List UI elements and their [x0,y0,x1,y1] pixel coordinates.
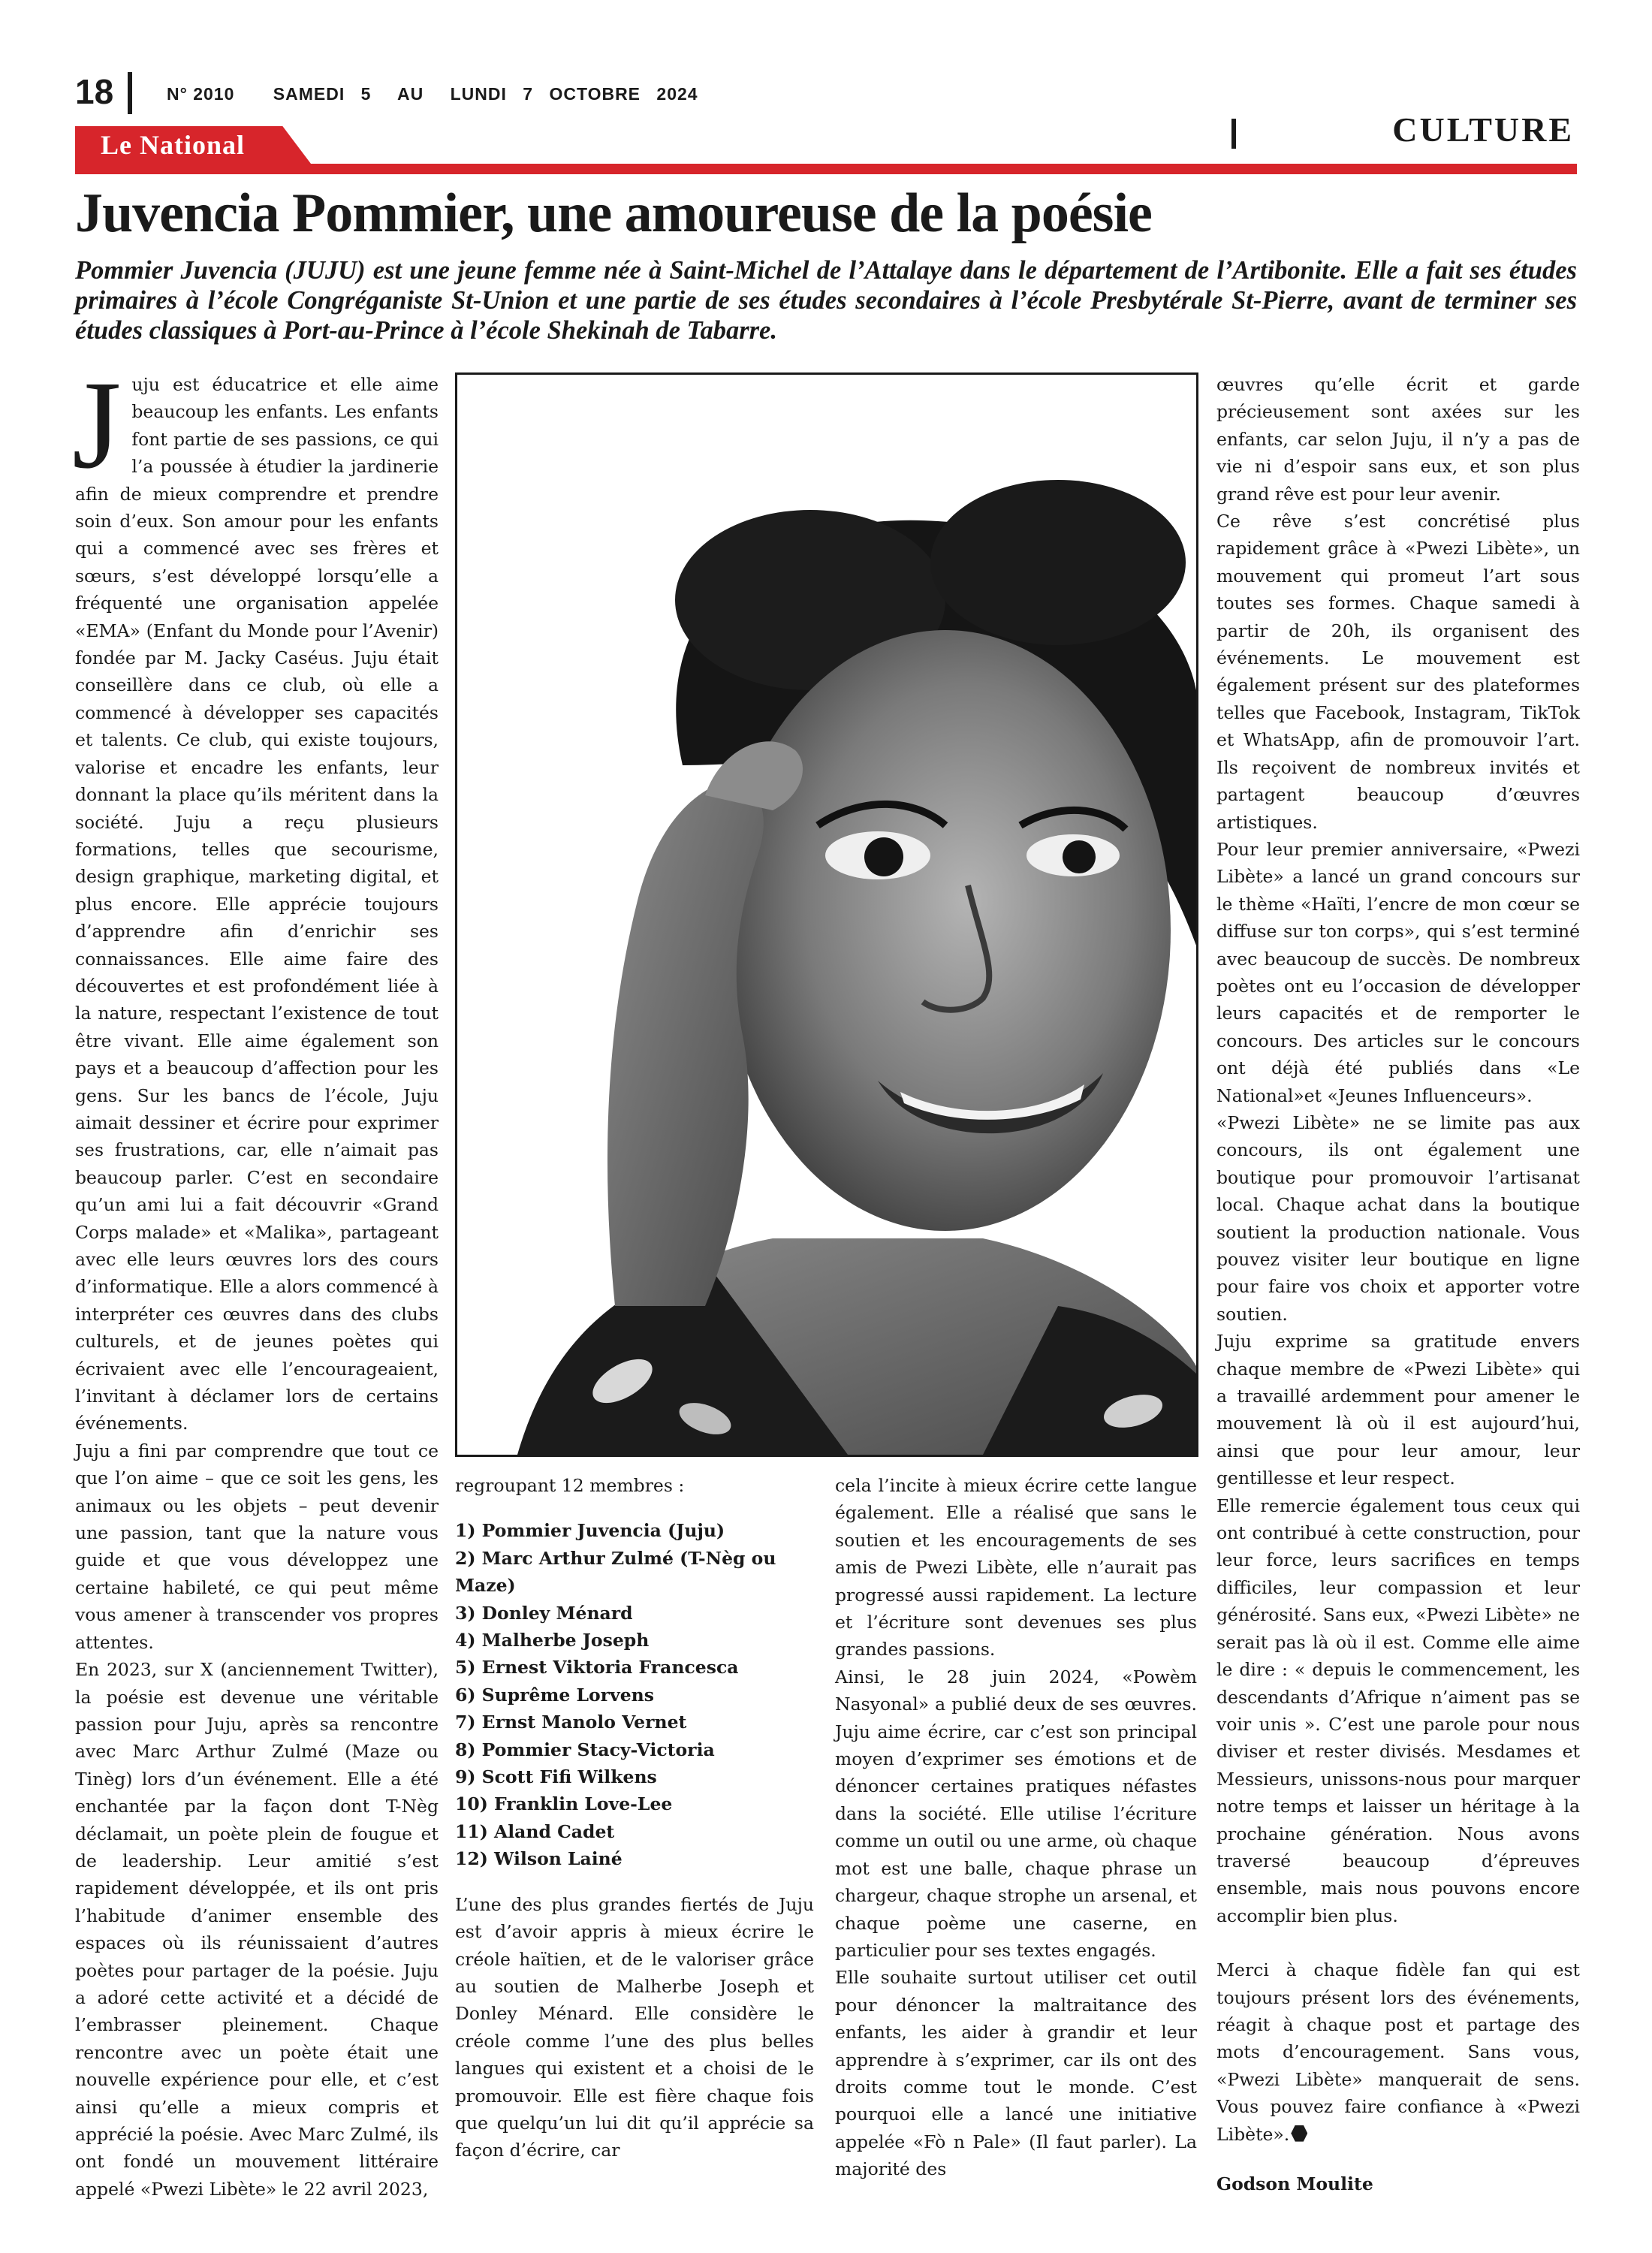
paragraph [72,355,439,1437]
paragraph: En 2023, sur X (anciennement Twitter), la poésie est devenue une véritable passion pour Juju, après sa rencontre avec Marc Arthur Zulmé (Maze ou Tinèg) lors d’un événement. Elle a été enchantée par la façon dont T-Nèg déclamait, un poète plein de fougue et de leadership. Leur amitié s’est rapidement développée, et ils ont pris l’habitude d’animer ensemble des espaces où ils réunissaient d’autres poètes pour partager de la poésie. Juju a adoré cette activité et a décidé de l’embrasser pleinement. Chaque rencontre avec un poète était une nouvelle expérience pour elle, et c’est ainsi qu’elle a mieux compris et apprécié la poésie. Avec Marc Zulmé, ils ont fondé un mouvement littéraire appelé «Pwezi Libète» le 22 avril 2023, [75,1659,439,2200]
date-connector: AU [396,84,424,104]
member-list [455,1517,814,1872]
paragraph: L’une des plus grandes fiertés de Juju est d’avoir appris à mieux écrire le créole haïtien, et de le valoriser grâce au soutien de Malherbe Joseph et Donley Ménard. Elle considère le créole comme l’une des plus belles langues qui existent et a choisi de le promouvoir. Elle est fière chaque fois que quelqu’un lui dit qu’il apprécie sa façon d’écrire, car [455,1893,814,2161]
paragraph: Elle souhaite surtout utiliser cet outil pour dénoncer la maltraitance des enfants, les aider à grandir et leur apprendre à s’exprimer, car ils ont des droits comme tout le monde. C’est pourquoi elle a lancé une initiative appelée «Fò n Pale» (Il faut parler). La majorité des [835,1967,1197,2180]
paragraph: Ainsi, le 28 juin 2024, «Powèm Nasyonal» a publié deux de ses œuvres. Juju aime écrire, car c’est son principal moyen d’exprimer ses émotions et de dénoncer certaines pratiques néfastes dans la société. Elle utilise l’écriture comme un outil ou une arme, où chaque mot est une balle, chaque phrase un chargeur, chaque strophe un arsenal, et chaque poème une caserne, en particulier pour ses textes engagés. [835,1666,1197,1961]
member-item: 5) Ernest Viktoria Francesca [455,1657,739,1678]
member-item: 7) Ernst Manolo Vernet [455,1712,687,1733]
date-weekday-end: LUNDI [450,84,507,104]
portrait-photo [455,372,1198,1457]
article-column-3 [835,1472,1197,2183]
article-column-2 [455,1472,814,2164]
member-item: 11) Aland Cadet [455,1820,615,1842]
article-lede: Pommier Juvencia (JUJU) est une jeune femme née à Saint-Michel de l’Attalaye dans le département de l’Artibonite. Elle a fait ses études primaires à l’école Congréganiste St-Union et une partie de ses études secondaires à l’école Presbytérale St-Pierre, avant de terminer ses études classiques à Port-au-Prince à l’école Shekinah de Tabarre. [75,256,1577,345]
paragraph: Juju a fini par comprendre que tout ce que l’on aime – que ce soit les gens, les animaux ou les objets – peut devenir une passion, tant que la nature vous guide et que vous développez une certaine habileté, ce qui peut même vous amener à transcender vos propres attentes. [75,1440,439,1653]
issue-date-line [167,84,709,104]
member-item: 3) Donley Ménard [455,1602,633,1624]
member-item: 10) Franklin Love-Lee [455,1793,673,1815]
paragraph: Pour leur premier anniversaire, «Pwezi Libète» a lancé un grand concours sur le thème «Haïti, l’encre de mon cœur se diffuse sur ton corps», qui s’est terminé avec beaucoup de succès. De nombreux poètes ont eu l’occasion de développer leurs capacités et de remporter le concours. Des articles sur le concours ont déjà été publiés dans «Le National»et «Jeunes Influenceurs». [1216,838,1580,1106]
date-month: OCTOBRE [549,84,641,104]
drop-cap: J [72,355,122,495]
paragraph: regroupant 12 membres : [455,1475,685,1496]
article-column-1 [72,355,439,2203]
date-weekday-start: SAMEDI [273,84,345,104]
paragraph: œuvres qu’elle écrit et garde précieusement sont axées sur les enfants, car selon Juju, il n’y a pas de vie ni d’espoir sans eux, et son plus grand rêve est pour leur avenir. [1216,374,1580,505]
date-day-start: 5 [360,84,372,104]
brand-name: Le National [101,130,246,160]
author-signature: Godson Moulite [1216,2173,1373,2194]
member-item: 12) Wilson Lainé [455,1848,623,1870]
paragraph: cela l’incite à mieux écrire cette langue également. Elle a réalisé que sans le soutien et les encouragements de ses amis de Pwezi Libète, elle n’aurait pas progressé aussi rapidement. La lecture et l’écriture sont devenues ses plus grandes passions. [835,1475,1197,1660]
section-name: CULTURE [1392,110,1574,149]
paragraph-spacer [1216,1929,1580,1956]
article-title: Juvencia Pommier, une amoureuse de la poésie [75,182,1152,244]
page-number: 18 [75,72,114,111]
header-rule [75,164,1577,174]
portrait-illustration [457,375,1196,1455]
member-item: 2) Marc Arthur Zulmé (T-Nèg ou Maze) [455,1547,776,1597]
member-item: 9) Scott Fifi Wilkens [455,1766,657,1788]
paragraph: Elle remercie également tous ceux qui ont contribué à cette construction, pour leur force, leurs sacrifices en temps difficiles, leur compassion et leur générosité. Sans eux, «Pwezi Libète» ne serait pas là où il est. Comme elle aime le dire : « depuis le commencement, les descendants d’Afrique n’aiment pas se voir unis ». C’est une parole pour nous diviser et rester divisés. Mesdames et Messieurs, unissons-nous pour marquer notre temps et laisser un héritage à la prochaine génération. Nous avons traversé beaucoup d’épreuves ensemble, mais nous pouvons encore accomplir bien plus. [1216,1494,1580,1926]
end-of-article-icon [1291,2125,1307,2142]
issue-number: N° 2010 [167,84,235,104]
article-column-4 [1216,371,1580,2197]
header-divider [128,72,132,114]
member-item: 4) Malherbe Joseph [455,1630,650,1651]
closing-text: Merci à chaque fidèle fan qui est toujours présent lors des événements, réagit à chaque post et partage des mots d’encouragement. Sans vous, «Pwezi Libète» manquerait de sens. Vous pouvez faire confiance à «Pwezi Libète». [1216,1959,1580,2145]
paragraph: Juju exprime sa gratitude envers chaque membre de «Pwezi Libète» qui a travaillé ardemment pour amener le mouvement là où il est aujourd’hui, ainsi que pour leur amour, leur gentillesse et leur respect. [1216,1331,1580,1489]
paragraph: Ce rêve s’est concrétisé plus rapidement grâce à «Pwezi Libète», un mouvement qui promeut l’art sous toutes ses formes. Chaque samedi à partir de 20h, ils organisent des événements. Le mouvement est également présent sur des plateformes telles que Facebook, Instagram, TikTok et WhatsApp, afin de promouvoir l’art. Ils reçoivent de nombreux invités et partagent beaucoup d’œuvres artistiques. [1216,511,1580,833]
date-year: 2024 [656,84,698,104]
member-item: 1) Pommier Juvencia (Juju) [455,1520,725,1542]
member-item: 8) Pommier Stacy-Victoria [455,1739,715,1760]
closing-paragraph [1216,1956,1580,2148]
member-item: 6) Suprême Lorvens [455,1684,654,1706]
section-divider [1231,119,1236,149]
date-day-end: 7 [523,84,534,104]
paragraph-text: uju est éducatrice et elle aime beaucoup les enfants. Les enfants font partie de ses passions, ce qui l’a poussée à étudier la jardinerie afin de mieux comprendre et prendre soin d’eux. Son amour pour les enfants qui a commencé avec ses frères et sœurs, s’est développé lorsqu’elle a fréquenté une organisation appelée «EMA» (Enfant du Monde pour l’Avenir) fondée par M. Jacky Caséus. Juju était conseillère dans ce club, où elle a commencé à développer ses capacités et talents. Ce club, qui existe toujours, valorise et encadre les enfants, leur donnant la place qu’ils méritent dans la société. Juju a reçu plusieurs formations, telles que secourisme, design graphique, marketing digital, et plus encore. Elle apprécie toujours d’apprendre afin d’enrichir ses connaissances. Elle aime faire des découvertes et est profondément liée à la nature, respectant l’existence de tout être vivant. Elle aime également son pays et a beaucoup d’affection pour les gens. Sur les bancs de l’école, Juju aimait dessiner et écrire pour exprimer ses frustrations, car, elle n’aimait pas beaucoup parler. C’est en secondaire qu’un ami lui a fait découvrir «Grand Corps malade» et «Malika», partageant avec elle leurs œuvres lors des cours d’informatique. Elle a alors commencé à interpréter ces œuvres dans des clubs culturels, et de jeunes poètes qui écrivaient avec elle l’encourageaient, l’invitant à déclamer lors de certains événements. [75,374,439,1434]
paragraph: «Pwezi Libète» ne se limite pas aux concours, ils ont également une boutique pour promouvoir l’artisanat local. Chaque achat dans la boutique soutient la production nationale. Vous pouvez visiter leur boutique en ligne pour faire vos choix et apporter votre soutien. [1216,1111,1580,1325]
